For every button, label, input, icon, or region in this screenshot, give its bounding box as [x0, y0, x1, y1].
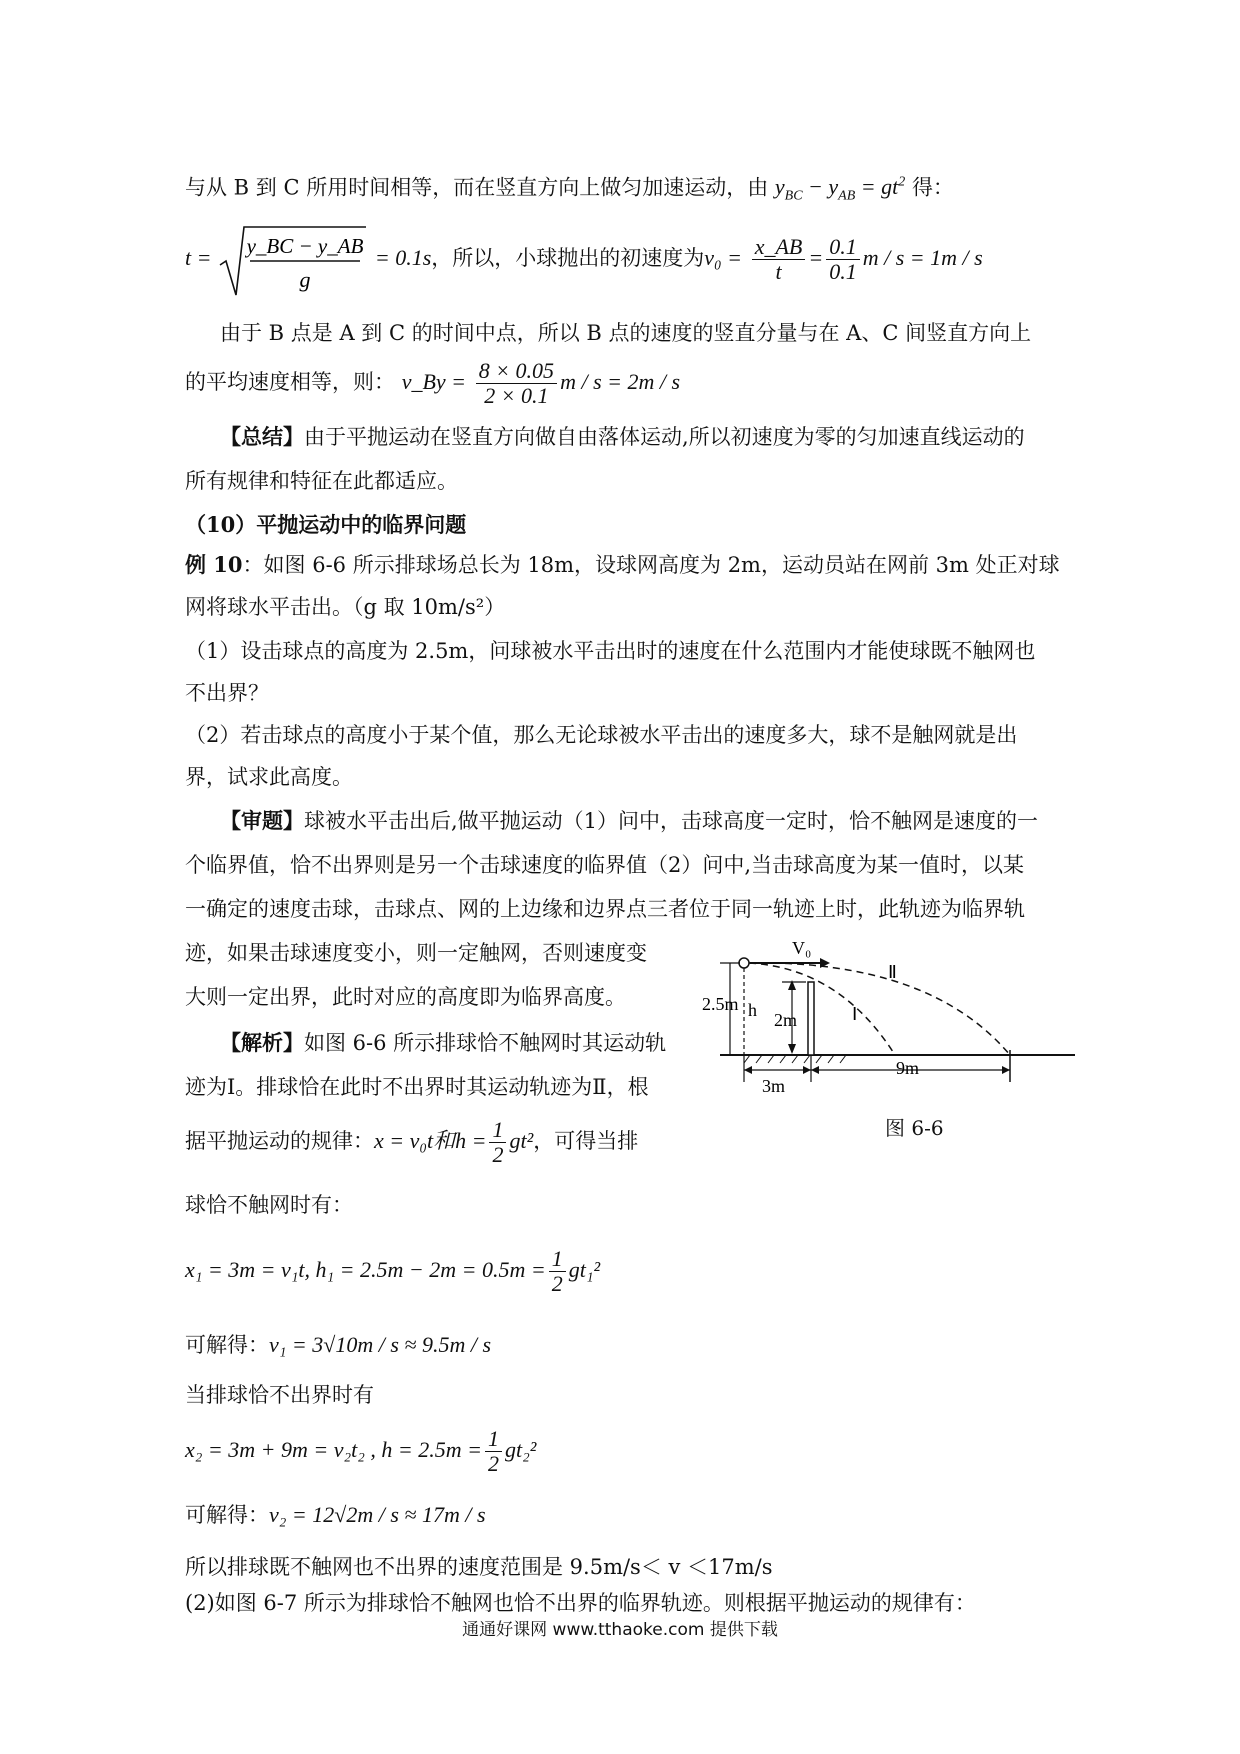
fraction: $\frac{1}{2}$: [485, 1427, 502, 1476]
trajectory-2-label: Ⅱ: [888, 962, 897, 982]
formula-line: [185, 1416, 1065, 1484]
text: 得：: [911, 175, 954, 200]
v0-label: V₀: [792, 938, 812, 958]
review-label: 【审题】: [220, 808, 304, 833]
formula: =: [808, 245, 824, 270]
trajectory-2: [749, 963, 1010, 1055]
text: 与从 B 到 C 所用时间相等，而在竖直方向上做匀加速运动，由: [185, 175, 769, 200]
sqrt-numerator: y_BC − y_AB: [246, 234, 364, 258]
text: 据平抛运动的规律：: [185, 1129, 374, 1153]
formula: v_By =: [401, 369, 467, 394]
h-label: h: [748, 1000, 757, 1020]
fraction: $\frac{1}{2}$: [549, 1247, 566, 1296]
ground-hatch: [744, 1055, 846, 1063]
text-line: （2）若击球点的高度小于某个值，那么无论球被水平击出的速度多大，球不是触网就是出: [185, 723, 1018, 747]
text: 由于平抛运动在竖直方向做自由落体运动,所以初速度为零的匀加速直线运动的: [304, 425, 1025, 449]
formula: v₁ = 3√10m / s ≈ 9.5m / s: [269, 1332, 492, 1357]
net-height-label: 2m: [774, 1010, 798, 1030]
formula-line: [185, 218, 1065, 298]
figure-caption: 图 6-6: [885, 1116, 944, 1140]
sqrt-denominator: g: [299, 267, 311, 292]
text-line: 大则一定出界，此时对应的高度即为临界高度。: [185, 985, 626, 1009]
text: 可解得：: [185, 1333, 269, 1357]
fraction: $\frac{8 \times 0.05}{2 \times 0.1}$: [476, 359, 557, 408]
formula-line: [185, 1236, 1065, 1304]
text-line: 所有规律和特征在此都适应。: [185, 469, 458, 493]
text: 的平均速度相等，则：: [185, 370, 395, 394]
height-label: 2.5m: [702, 994, 739, 1014]
text-line: 所以排球既不触网也不出界的速度范围是 9.5m/s＜ v ＜17m/s: [185, 1555, 773, 1579]
text-line: [220, 422, 1100, 452]
text-line: (2)如图 6-7 所示为排球恰不触网也恰不出界的临界轨迹。则根据平抛运动的规律有：: [185, 1591, 976, 1615]
text: ，所以，小球抛出的初速度为: [431, 246, 705, 270]
text-line: [185, 168, 1065, 212]
solution-label: 【解析】: [220, 1030, 304, 1055]
text: ，可得当排: [533, 1129, 639, 1153]
text-line: 网将球水平击出。（g 取 10m/s²）: [185, 595, 506, 619]
formula: gt²: [509, 1128, 534, 1153]
text-line: 迹为Ⅰ。排球恰在此时不出界时其运动轨迹为Ⅱ，根: [185, 1075, 649, 1099]
formula: $y_{BC} - y_{AB} = gt^2$: [774, 174, 906, 204]
formula: gt₁²: [568, 1257, 601, 1282]
net: [808, 982, 814, 1055]
text-line: 由于 B 点是 A 到 C 的时间中点，所以 B 点的速度的竖直分量与在 A、C 间竖直方向上: [220, 321, 1032, 345]
trajectory-1: [749, 963, 895, 1055]
formula: v₂ = 12√2m / s ≈ 17m / s: [269, 1502, 486, 1527]
formula: gt₂²: [504, 1437, 537, 1462]
fraction: $\frac{0.1}{0.1}$: [826, 235, 860, 284]
text-line: [220, 806, 1100, 836]
formula: v₀ =: [704, 245, 743, 270]
text-line: 当排球恰不出界时有: [185, 1383, 374, 1407]
trajectory-1-label: Ⅰ: [852, 1004, 858, 1024]
text-line: （1）设击球点的高度为 2.5m，问球被水平击出时的速度在什么范围内才能使球既不触网也: [185, 639, 1036, 663]
text: 可解得：: [185, 1503, 269, 1527]
formula: x = v₀t和h =: [374, 1128, 487, 1153]
formula: x₁ = 3m = v₁t, h₁ = 2.5m − 2m = 0.5m =: [185, 1257, 546, 1282]
sqrt-sign: [218, 223, 368, 299]
ball: [739, 958, 749, 968]
formula: x₂ = 3m + 9m = v₂t₂ , h = 2.5m =: [185, 1437, 482, 1462]
text: 球被水平击出后,做平抛运动（1）问中，击球高度一定时，恰不触网是速度的一: [304, 809, 1039, 833]
sqrt-formula: [218, 220, 368, 300]
text-line: [185, 550, 1065, 580]
text: ：如图 6-6 所示排球场总长为 18m，设球网高度为 2m，运动员站在网前 3m 处正对球: [242, 553, 1060, 577]
fraction: $\frac{1}{2}$: [489, 1118, 506, 1167]
summary-label: 【总结】: [220, 424, 304, 449]
section-heading: （10）平抛运动中的临界问题: [185, 512, 467, 537]
text-line: 界，试求此高度。: [185, 765, 353, 789]
text-line: 球恰不触网时有：: [185, 1193, 353, 1217]
formula-line: [185, 352, 1065, 412]
text-line: [185, 1330, 1065, 1360]
formula: t =: [185, 245, 212, 270]
example-label: 例 10: [185, 552, 243, 577]
text-line: 个临界值，恰不出界则是另一个击球速度的临界值（2）问中,当击球高度为某一值时，以某: [185, 853, 1025, 877]
text-line: 不出界？: [185, 681, 269, 705]
text-line: [185, 1500, 1065, 1530]
page-footer: 通通好课网 www.tthaoke.com 提供下载: [462, 1620, 778, 1640]
distance-3m-label: 3m: [762, 1076, 786, 1096]
formula: = 0.1s: [374, 245, 432, 270]
formula: m / s = 1m / s: [862, 245, 983, 270]
distance-9m-label: 9m: [896, 1058, 920, 1078]
text-line: 迹，如果击球速度变小，则一定触网，否则速度变: [185, 941, 647, 965]
formula: m / s = 2m / s: [560, 369, 681, 394]
text: 如图 6-6 所示排球恰不触网时其运动轨: [304, 1031, 667, 1055]
text-line: 一确定的速度击球，击球点、网的上边缘和边界点三者位于同一轨迹上时，此轨迹为临界轨: [185, 897, 1025, 921]
fraction: $\frac{x\_AB}{t}$: [752, 235, 806, 284]
